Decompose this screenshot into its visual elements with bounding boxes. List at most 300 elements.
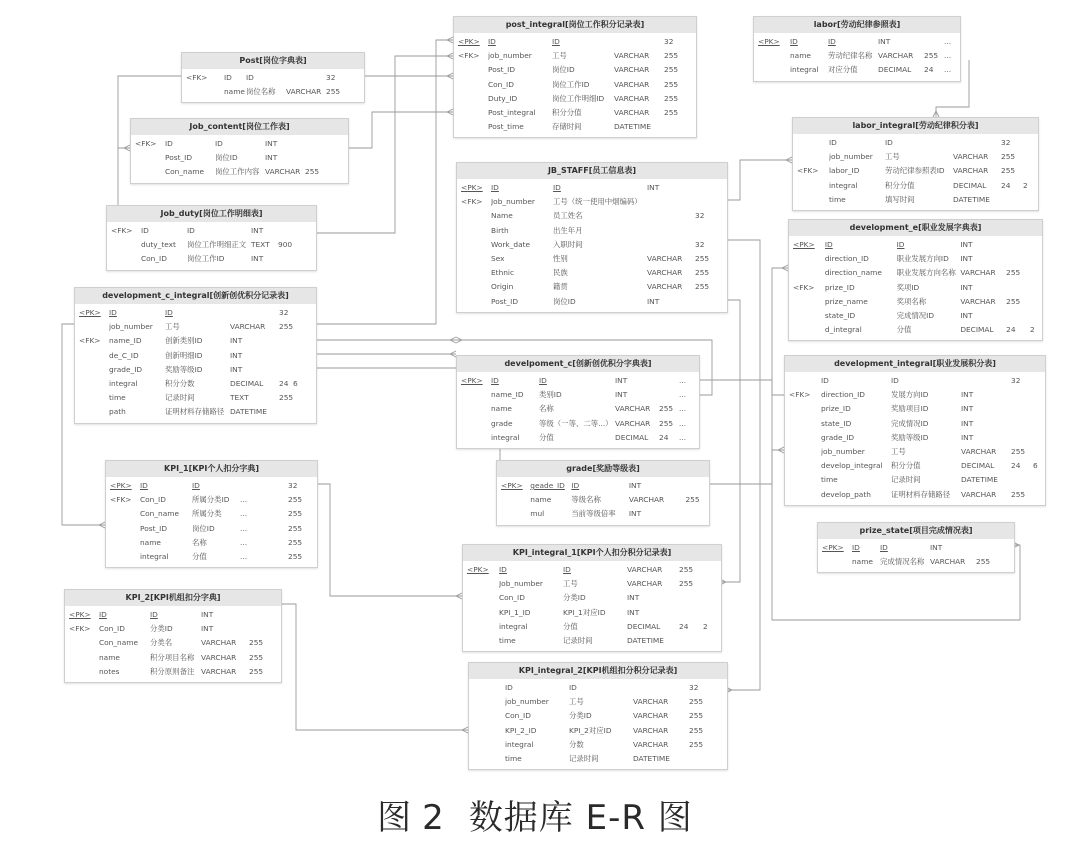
field-length: 255 [1001, 152, 1016, 162]
field-type: VARCHAR [633, 739, 669, 749]
entity-field-row [461, 280, 723, 294]
entity-field-row [79, 334, 312, 348]
field-key [186, 85, 224, 99]
field-type: DECIMAL [627, 621, 661, 631]
entity-field-row [793, 309, 1038, 323]
field-type [647, 224, 695, 238]
field-length [278, 252, 298, 266]
field-type [286, 71, 326, 85]
entity-field-row [110, 536, 313, 550]
entity-field-row [797, 193, 1034, 207]
entity-field-row [793, 295, 1038, 309]
entity-table-dev-c-integral [74, 287, 317, 424]
field-length: 255 [695, 282, 710, 292]
field-name: prize_ID [824, 282, 855, 292]
field-name: Post_ID [491, 296, 519, 306]
field-type [953, 136, 1001, 150]
field-type: INT [251, 226, 264, 235]
entity-field-row [797, 150, 1034, 164]
field-precision [358, 85, 360, 99]
entity-field-row [79, 320, 312, 334]
field-label: 所属分类ID [192, 495, 230, 505]
field-length: 24 [679, 621, 689, 631]
entity-table-develpoment-c [456, 355, 700, 449]
field-label: 记录时间 [891, 475, 921, 485]
field-label: 岗位ID [553, 296, 576, 306]
field-precision [1033, 374, 1041, 388]
caption-text: 数据库 E-R 图 [468, 798, 693, 838]
field-type: VARCHAR [953, 166, 989, 176]
field-type: VARCHAR [960, 268, 996, 278]
field-key [111, 252, 141, 266]
field-precision [1033, 445, 1041, 459]
field-precision [330, 151, 344, 165]
field-type: INT [265, 153, 278, 163]
field-type: INT [930, 543, 943, 552]
field-label: ID [885, 138, 893, 147]
field-name: integral [491, 432, 520, 442]
field-length: 24 [1006, 325, 1016, 335]
field-label: 记录时间 [563, 635, 593, 645]
field-label: ID [150, 610, 158, 619]
field-type: DATETIME [614, 122, 651, 132]
entity-field-row [473, 709, 723, 723]
entity-table-grade [496, 460, 710, 526]
field-name: direction_name [824, 268, 882, 278]
entity-field-row [461, 431, 695, 445]
entity-table-post-integral [453, 16, 697, 138]
field-precision [269, 608, 277, 622]
field-label: ID [828, 37, 836, 46]
entity-title: KPI_integral_1[KPI个人扣分积分记录表] [463, 545, 721, 561]
entity-field-row [79, 349, 312, 363]
relationship-line [726, 240, 760, 690]
entity-table-development-integral [784, 355, 1046, 506]
entity-field-row [797, 136, 1034, 150]
field-name: prize_name [824, 296, 868, 306]
field-precision [1030, 309, 1038, 323]
field-type: INT [647, 296, 660, 306]
field-label: 工号 [569, 697, 584, 707]
entity-field-row [461, 224, 723, 238]
field-precision: ... [944, 51, 952, 61]
field-key: <FK> [461, 197, 483, 207]
field-label: 分类ID [563, 593, 586, 603]
field-label: 完成情况ID [896, 310, 935, 320]
field-label: ID [553, 183, 561, 192]
field-key [461, 209, 491, 223]
field-precision [1023, 164, 1031, 178]
field-key [458, 63, 488, 77]
field-length [249, 622, 269, 636]
field-precision [684, 35, 692, 49]
entity-field-row [758, 49, 956, 63]
field-type: VARCHAR [878, 51, 914, 61]
field-key: <FK> [79, 336, 101, 346]
field-type: ... [240, 509, 248, 519]
field-type: INT [627, 607, 640, 617]
field-type: DECIMAL [878, 65, 912, 75]
entity-field-row [793, 266, 1038, 280]
entity-field-row [461, 295, 723, 309]
entity-title: develpoment_c[创新创优积分字典表] [457, 356, 699, 372]
entity-field-row [467, 606, 717, 620]
field-type: VARCHAR [614, 79, 650, 89]
field-length: 255 [695, 268, 710, 278]
field-type: INT [961, 390, 974, 400]
field-type: ... [240, 523, 248, 533]
field-label: ID [571, 481, 580, 490]
field-name: ID [491, 376, 499, 385]
relationship-line [347, 112, 453, 148]
field-precision: ... [679, 404, 687, 414]
field-label: ID [165, 308, 173, 317]
field-key [110, 522, 140, 536]
entity-table-prize-state [817, 522, 1015, 573]
entity-field-row [789, 417, 1041, 431]
field-name: ID [140, 481, 148, 490]
field-precision [1033, 402, 1041, 416]
field-name: time [829, 194, 846, 204]
field-label: 奖励等级ID [165, 364, 203, 374]
field-length [695, 181, 715, 195]
entity-title: labor[劳动纪律参照表] [754, 17, 960, 33]
field-precision: ... [944, 65, 952, 75]
entity-field-row [461, 388, 695, 402]
entity-table-kpi-integral-2 [468, 662, 728, 770]
entity-field-row [461, 252, 723, 266]
field-type: INT [230, 336, 243, 346]
field-length: 255 [924, 51, 939, 61]
entity-field-row [111, 238, 312, 252]
entity-field-row [467, 634, 717, 648]
field-key [461, 252, 491, 266]
field-length: 255 [279, 393, 293, 403]
field-precision [1023, 150, 1031, 164]
field-name: ID [141, 226, 149, 235]
field-type: VARCHAR [647, 253, 683, 263]
field-label: 类别ID [539, 390, 562, 400]
field-length: 255 [664, 79, 679, 89]
field-name: KPI_2_ID [505, 725, 537, 735]
field-type: VARCHAR [201, 666, 237, 676]
field-length: 255 [689, 711, 704, 721]
field-name: Con_ID [99, 624, 125, 634]
field-name: time [109, 393, 126, 403]
field-length [679, 634, 703, 648]
field-key [473, 709, 505, 723]
field-type [614, 35, 664, 49]
field-precision [269, 665, 277, 679]
field-precision [703, 606, 711, 620]
entity-table-kpi-2 [64, 589, 282, 683]
field-type [647, 195, 695, 209]
field-label: 等级（一等、二等...） [539, 418, 613, 428]
field-label: 分类ID [569, 711, 592, 721]
field-type: VARCHAR [627, 565, 663, 574]
field-type: VARCHAR [265, 167, 301, 177]
entity-field-row [461, 417, 695, 431]
field-name: Con_name [99, 638, 139, 648]
field-length [679, 591, 703, 605]
field-key [473, 752, 505, 766]
field-name: integral [790, 65, 819, 75]
field-type [647, 238, 695, 252]
field-precision [684, 78, 692, 92]
entity-field-row [111, 252, 312, 266]
field-length: 255 [1011, 489, 1026, 499]
field-name: Post_time [488, 122, 524, 132]
field-label: 岗位ID [215, 153, 238, 163]
entity-table-job-duty [106, 205, 317, 271]
field-key [789, 488, 821, 502]
field-type: INT [960, 310, 973, 320]
field-precision [684, 63, 692, 77]
field-key [473, 724, 505, 738]
field-length: 255 [664, 93, 679, 103]
field-precision [358, 71, 360, 85]
entity-field-row [135, 165, 344, 179]
field-length: 255 [288, 523, 303, 533]
field-precision [1033, 417, 1041, 431]
field-type: INT [201, 610, 214, 619]
entity-field-row [458, 49, 692, 63]
field-precision [269, 622, 277, 636]
field-type: INT [647, 183, 660, 192]
field-key [79, 320, 109, 334]
field-key [789, 374, 821, 388]
field-label: ID [569, 683, 577, 692]
entity-field-row [797, 179, 1034, 193]
entity-field-row [135, 137, 344, 151]
field-label: 工号 [891, 446, 906, 456]
field-type: VARCHAR [647, 268, 683, 278]
field-label: 分值 [192, 551, 207, 561]
field-precision [1033, 488, 1041, 502]
field-length: 32 [279, 308, 289, 317]
field-precision [715, 295, 723, 309]
field-name: name [140, 537, 161, 547]
field-precision [703, 634, 711, 648]
field-length [695, 295, 715, 309]
field-precision [684, 92, 692, 106]
entity-field-row [467, 563, 717, 577]
field-label: 积分分值 [552, 107, 582, 117]
field-key [793, 295, 825, 309]
field-key [69, 636, 99, 650]
entity-field-row [458, 92, 692, 106]
entity-field-row [69, 665, 277, 679]
field-key: <FK> [789, 390, 811, 400]
relationship-line [280, 604, 468, 730]
field-key [461, 280, 491, 294]
field-label: 工号 [885, 152, 900, 162]
field-precision [684, 120, 692, 134]
field-precision [1030, 238, 1038, 252]
field-label: 分值 [896, 325, 912, 335]
field-key: <FK> [111, 226, 133, 235]
field-key: <FK> [135, 139, 157, 148]
entity-field-row [793, 323, 1038, 337]
field-key [758, 49, 790, 63]
entity-field-row [793, 281, 1038, 295]
field-length: 255 [288, 537, 303, 547]
field-type: VARCHAR [628, 495, 665, 505]
field-length [305, 137, 330, 151]
field-label: 劳动纪律参照表ID [885, 166, 945, 176]
field-name: ID [790, 37, 798, 46]
field-length: 255 [288, 495, 303, 505]
field-length: 24 [1001, 180, 1011, 190]
field-label: 积分分值 [885, 180, 915, 190]
field-type: INT [961, 404, 974, 414]
field-key [458, 120, 488, 134]
field-label: 出生年月 [553, 225, 583, 235]
field-label: 名称 [192, 537, 207, 547]
field-label: 记录时间 [165, 393, 195, 403]
field-name: name [790, 51, 811, 61]
field-length: 900 [278, 240, 293, 250]
field-type: VARCHAR [633, 711, 669, 721]
field-precision [1030, 252, 1038, 266]
field-precision [308, 522, 313, 536]
field-precision: ... [944, 37, 952, 46]
entity-field-row [461, 238, 723, 252]
field-length: 255 [689, 697, 704, 707]
field-key [79, 391, 109, 405]
caption-fig: 图 [377, 798, 413, 838]
field-length: 24 [279, 378, 289, 388]
field-precision [293, 320, 301, 334]
field-key [110, 536, 140, 550]
field-length: 255 [695, 253, 710, 263]
field-precision: 2 [1030, 325, 1035, 335]
field-key [458, 92, 488, 106]
field-key [79, 405, 109, 419]
relationship-line [720, 300, 740, 582]
field-length: 255 [1006, 296, 1021, 306]
entity-title: development_c_integral[创新创优积分记录表] [75, 288, 316, 304]
field-label: 完成情况ID [891, 418, 929, 428]
field-type: ... [240, 495, 248, 505]
entity-title: KPI_2[KPI机组扣分字典] [65, 590, 281, 606]
entity-field-row [186, 85, 360, 99]
field-length [679, 606, 703, 620]
field-key: <PK> [461, 183, 483, 192]
field-length: 255 [305, 167, 320, 177]
field-type [647, 209, 695, 223]
field-type: VARCHAR [960, 296, 996, 306]
field-key [789, 459, 821, 473]
field-type: DATETIME [230, 407, 267, 417]
entity-field-row [458, 63, 692, 77]
field-precision [715, 181, 723, 195]
field-name: ID [224, 73, 232, 82]
field-key [135, 165, 165, 179]
field-type: VARCHAR [961, 489, 997, 499]
field-length: 32 [288, 481, 298, 490]
field-label: 岗位工作内容 [215, 167, 260, 177]
field-precision [703, 563, 711, 577]
field-precision [684, 49, 692, 63]
field-type: DATETIME [633, 753, 670, 763]
field-label: ID [563, 565, 571, 574]
field-label: 民族 [553, 268, 568, 278]
entity-field-row [822, 541, 1010, 555]
field-key [467, 620, 499, 634]
entity-field-row [461, 181, 723, 195]
field-label: 分类ID [150, 624, 173, 634]
field-type: INT [961, 418, 974, 428]
entity-field-row [110, 550, 313, 564]
field-label: 存储时间 [552, 122, 582, 132]
entity-field-row [69, 651, 277, 665]
entity-title: prize_state[项目完成情况表] [818, 523, 1014, 539]
field-label: ID [539, 376, 547, 385]
field-key [793, 309, 825, 323]
field-name: Job_number [499, 579, 543, 589]
field-label: ID [246, 73, 254, 82]
field-key: <FK> [793, 282, 815, 292]
field-type: VARCHAR [201, 652, 237, 662]
field-name: name [99, 652, 120, 662]
entity-table-labor [753, 16, 961, 82]
caption-num: 2 [422, 798, 445, 838]
field-key [789, 417, 821, 431]
entity-title: development_integral[职业发展积分表] [785, 356, 1045, 372]
field-name: ID [499, 565, 507, 574]
field-type: VARCHAR [627, 579, 663, 589]
field-name: integral [140, 551, 169, 561]
field-key: <FK> [186, 73, 208, 82]
entity-title: Job_content[岗位工作表] [131, 119, 348, 135]
entity-field-row [79, 391, 312, 405]
field-name: Duty_ID [488, 93, 518, 103]
field-length: 32 [1001, 138, 1011, 147]
field-type: INT [201, 624, 214, 634]
field-type: DATETIME [627, 635, 664, 645]
entity-field-row [461, 266, 723, 280]
field-key: <PK> [822, 543, 844, 552]
field-name: name [530, 495, 552, 505]
entity-field-row [79, 363, 312, 377]
field-type: VARCHAR [633, 697, 669, 707]
field-key [69, 651, 99, 665]
field-name: KPI_1_ID [499, 607, 531, 617]
field-key [797, 179, 829, 193]
field-label: 劳动纪律名称 [828, 51, 873, 61]
field-label: 工号 [552, 51, 567, 61]
field-key: <PK> [793, 240, 815, 249]
entity-field-row [458, 106, 692, 120]
field-precision [308, 479, 313, 493]
field-type: INT [960, 282, 973, 292]
field-length: 32 [695, 211, 705, 221]
field-precision [298, 252, 312, 266]
field-type: INT [878, 37, 891, 46]
entity-field-row [789, 445, 1041, 459]
field-type: VARCHAR [614, 51, 650, 61]
field-length [1001, 193, 1023, 207]
field-length [695, 195, 715, 209]
field-label: 籍贯 [553, 282, 568, 292]
field-precision [269, 651, 277, 665]
field-type: VARCHAR [230, 322, 266, 332]
field-type: TEXT [230, 393, 249, 403]
field-type: INT [615, 390, 628, 400]
field-label: KPI_2对应ID [569, 725, 612, 735]
field-type: ... [240, 551, 248, 561]
